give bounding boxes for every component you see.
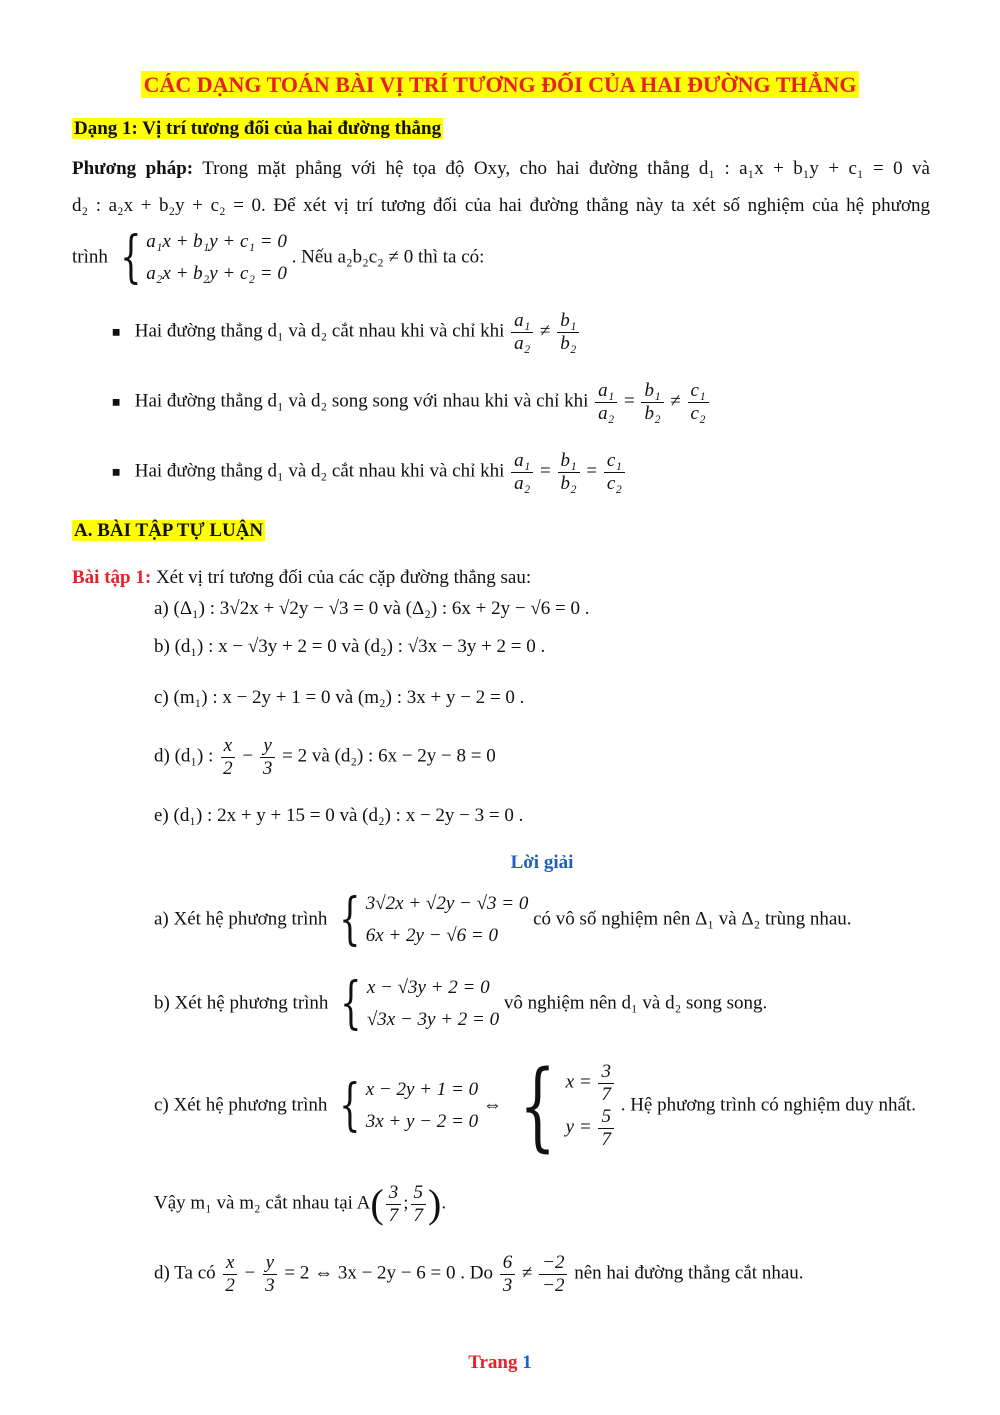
exercise-item-b: b) (d₁) : x − √3y + 2 = 0 và (d₂) : √3x − 3y + 2 = 0 . bbox=[154, 636, 546, 657]
page-footer: Trang 1 bbox=[468, 1352, 532, 1373]
bullet-intersect: ■ Hai đường thẳng d₁ và d₂ cắt nhau khi và chỉ khi $\frac{\text{a₁}}{\text{a₂}}$ ≠ $\frac{\text{b₁}}{\text{b₂}}$ bbox=[112, 310, 581, 355]
solution-c-conclusion: Vậy m₁ và m₂ cắt nhau tại A( $\frac{3}{7}$ ; $\frac{5}{7}$ ). bbox=[154, 1181, 447, 1226]
exercise-item-c: c) (m₁) : x − 2y + 1 = 0 và (m₂) : 3x + y − 2 = 0 . bbox=[154, 687, 525, 708]
method-line-2: d₂ : a₂x + b₂y + c₂ = 0. Để xét vị trí tương đối của hai đường thẳng này ta xét số nghiệm của hệ phương bbox=[72, 195, 930, 216]
exercise-item-e: e) (d₁) : 2x + y + 15 = 0 và (d₂) : x − 2y − 3 = 0 . bbox=[154, 805, 524, 826]
solution-a: a) Xét hệ phương trình { 3√2x + √2y − √3 = 0 6x + 2y − √6 = 0 có vô số nghiệm nên Δ₁ và Δ₂ trùng nhau. bbox=[154, 887, 852, 953]
system-c: { x − 2y + 1 = 0 3x + y − 2 = 0 bbox=[339, 1073, 479, 1138]
exercise-item-a: a) (Δ₁) : 3√2x + √2y − √3 = 0 và (Δ₂) : 6x + 2y − √6 = 0 . bbox=[154, 598, 590, 619]
system-c-result: { x = $\frac{3}{7}$ y = $\frac{5}{7}$ bbox=[507, 1058, 616, 1154]
section-a-heading: A. BÀI TẬP TỰ LUẬN bbox=[74, 520, 264, 541]
exercise-statement: Bài tập 1: Xét vị trí tương đối của các cặp đường thẳng sau: bbox=[72, 567, 532, 588]
general-system: { a₁x + b₁y + c₁ = 0 a₂x + b₂y + c₂ = 0 bbox=[119, 225, 287, 291]
solution-d: d) Ta có $\frac{x}{2}$ − $\frac{y}{3}$ = 2 ⇔ 3x − 2y − 6 = 0 . Do $\frac{6}{3}$ ≠ $\frac{-2}{-2}$ nên hai đường thẳng cắt nhau. bbox=[154, 1252, 804, 1296]
system-a: { 3√2x + √2y − √3 = 0 6x + 2y − √6 = 0 bbox=[339, 887, 529, 953]
solution-b: b) Xét hệ phương trình { x − √3y + 2 = 0 √3x − 3y + 2 = 0 vô nghiệm nên d₁ và d₂ song song. bbox=[154, 971, 768, 1037]
bullet-parallel: ■ Hai đường thẳng d₁ và d₂ song song với nhau khi và chỉ khi $\frac{\text{a₁}}{\text{a₂}}$ = $\frac{\text{b₁}}{\text{b₂}}$ ≠ $\frac{\text{c₁}}{\text{c₂}}$ bbox=[112, 380, 711, 425]
bullet-coincide: ■ Hai đường thẳng d₁ và d₂ cắt nhau khi và chỉ khi $\frac{\text{a₁}}{\text{a₂}}$ = $\frac{\text{b₁}}{\text{b₂}}$ = $\frac{\text{c₁}}{\text{c₂}}$ bbox=[112, 450, 627, 495]
solution-heading: Lời giải bbox=[510, 852, 574, 873]
method-line-3: trình { a₁x + b₁y + c₁ = 0 a₂x + b₂y + c₂ = 0 . Nếu a₂b₂c₂ ≠ 0 thì ta có: bbox=[72, 225, 485, 291]
method-line-1: Phương pháp: Trong mặt phẳng với hệ tọa độ Oxy, cho hai đường thẳng d₁ : a₁x + b₁y + c₁ = 0 và bbox=[72, 158, 930, 179]
page-title: CÁC DẠNG TOÁN BÀI VỊ TRÍ TƯƠNG ĐỐI CỦA HAI ĐƯỜNG THẲNG bbox=[0, 72, 1000, 99]
section-heading: Dạng 1: Vị trí tương đối của hai đường thẳng bbox=[74, 118, 442, 139]
solution-c: c) Xét hệ phương trình { x − 2y + 1 = 0 3x + y − 2 = 0 ⇔ { x = $\frac{3}{7}$ y = $\frac{5}{7}$ . Hệ phương trình có nghiệm duy nhất. bbox=[154, 1050, 916, 1162]
exercise-item-d: d) (d₁) : $\frac{x}{2}$ − $\frac{y}{3}$ = 2 và (d₂) : 6x − 2y − 8 = 0 bbox=[154, 735, 496, 779]
system-b: { x − √3y + 2 = 0 √3x − 3y + 2 = 0 bbox=[340, 971, 500, 1037]
